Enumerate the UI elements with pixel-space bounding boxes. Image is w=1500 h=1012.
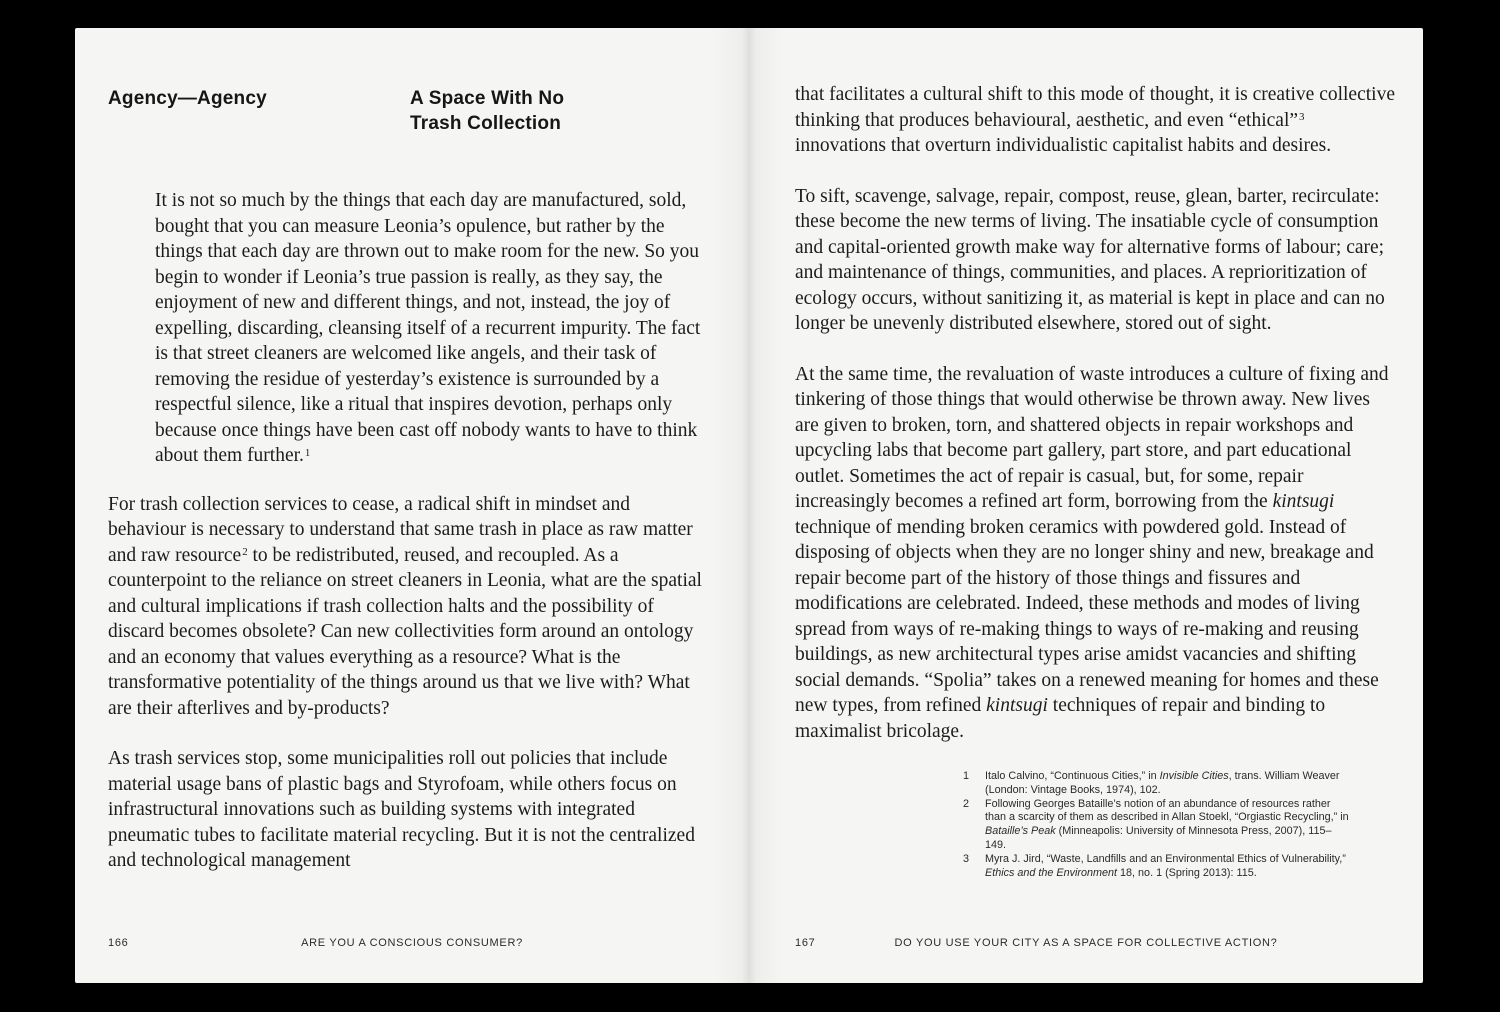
left-page	[75, 28, 749, 983]
footnote-number: 3	[963, 852, 970, 865]
footnote-text: Myra J. Jird, “Waste, Landfills and an Environmental Ethics of Vulnerability,” Ethics and the Environment 18, no. 1 (Spring 2013): 115.	[985, 852, 1346, 879]
paragraph: At the same time, the revaluation of waste introduces a culture of fixing and tinkering of those things that would otherwise be thrown away. New lives are given to broken, torn, and shattered objects in repair workshops and upcycling labs that become part gallery, part store, and part educational outlet. Sometimes the act of repair is casual, but, for some, repair increasingly becomes a refined art form, borrowing from the kintsugi technique of mending broken ceramics with powdered gold. Instead of disposing of objects when they are no longer shiny and new, breakage and repair become part of the history of those things and fissures and modifications are celebrated. Indeed, these methods and modes of living spread from ways of re-making things to ways of re-making and reusing buildings, as new architectural types arise amidst vacancies and shifting social demands. “Spolia” takes on a renewed meaning for homes and these new types, from refined kintsugi techniques of repair and binding to maximalist bricolage.	[795, 363, 1389, 742]
chapter-author: Agency—Agency	[108, 88, 267, 109]
right-page-footer	[749, 937, 1423, 951]
right-page	[749, 28, 1423, 983]
page-number: 166	[108, 937, 129, 949]
chapter-title-line2: Trash Collection	[410, 113, 562, 134]
paragraph: As trash services stop, some municipalities roll out policies that include material usage bans of plastic bags and Styrofoam, while others focus on infrastructural innovations such as building systems with integrated pneumatic tubes to facilitate material recycling. But it is not the centralized and technological management	[108, 748, 695, 871]
paragraph: that facilitates a cultural shift to this mode of thought, it is creative collective thinking that produces behavioural, aesthetic, and even “ethical”$^3$ innovations that overturn individualistic capitalist habits and desires.	[795, 84, 1395, 156]
chapter-title	[410, 86, 710, 136]
footnote-number: 2	[963, 797, 970, 810]
paragraph: For trash collection services to cease, a radical shift in mindset and behaviour is necessary to understand that same trash in place as raw matter and raw resource$^2$ to be redistributed, reused, and recoupled. As a counterpoint to the reliance on street cleaners in Leonia, what are the spatial and cultural implications if trash collection halts and the possibility of discard becomes obsolete? Can new collectivities form around an ontology and an economy that values everything as a resource? What is the transformative potentiality of the things around us that we live with? What are their afterlives and by-products?	[108, 493, 702, 719]
footnote-text: Following Georges Bataille’s notion of an abundance of resources rather than a scarcity of them as described in Allan Stoekl, “Orgiastic Recycling,” in Bataille’s Peak (Minneapolis: University of Minnesota Press, 2007), 115–149.	[985, 797, 1349, 851]
footnote-list	[963, 770, 1351, 880]
running-title: ARE YOU A CONSCIOUS CONSUMER?	[301, 937, 523, 949]
page-number: 167	[795, 937, 816, 949]
footnote-text: Italo Calvino, “Continuous Cities,” in Invisible Cities, trans. William Weaver (London: Vintage Books, 1974), 102.	[985, 770, 1340, 796]
running-title: DO YOU USE YOUR CITY AS A SPACE FOR COLLECTIVE ACTION?	[894, 937, 1278, 949]
chapter-title-line1: A Space With No	[410, 88, 565, 109]
paragraph: To sift, scavenge, salvage, repair, compost, reuse, glean, barter, recirculate: these become the new terms of living. The insatiable cycle of consumption and capital-oriented growth make way for alternative forms of labour; care; and maintenance of things, communities, and places. A reprioritization of ecology occurs, without sanitizing it, as material is kept in place and can no longer be unevenly distributed elsewhere, stored out of sight.	[795, 185, 1385, 334]
footnote-item	[963, 853, 1351, 881]
book-spread	[75, 28, 1423, 983]
chapter-header	[108, 86, 710, 136]
block-quote: It is not so much by the things that each day are manufactured, sold, bought that you can measure Leonia’s opulence, but rather by the things that each day are thrown out to make room for the new. So you begin to wonder if Leonia’s true passion is really, as they say, the enjoyment of new and different things, and not, instead, the joy of expelling, discarding, cleansing itself of a recurrent impurity. The fact is that street cleaners are welcomed like angels, and their task of removing the residue of yesterday’s existence is surrounded by a respectful silence, like a ritual that inspires devotion, perhaps only because once things have been cast off nobody wants to have to think about them further.$^1$	[155, 190, 701, 466]
footnote-number: 1	[963, 770, 970, 782]
left-page-footer	[75, 937, 749, 951]
footnote-item	[963, 798, 1351, 853]
footnote-item	[963, 770, 1351, 798]
